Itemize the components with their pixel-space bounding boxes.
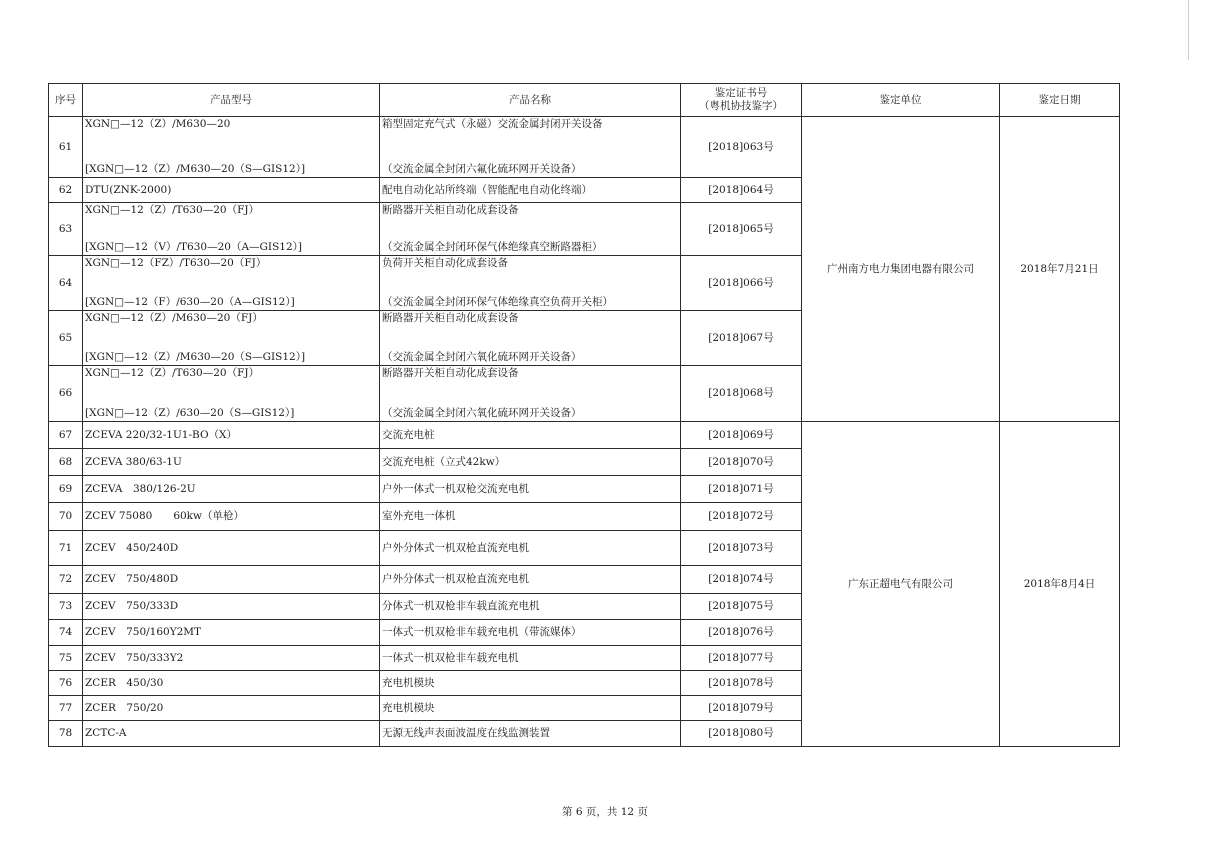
model-line2: [XGN□—12（V）/T630—20（A—GIS12）] [85, 241, 302, 253]
row-model: ZCER 450/30 [83, 671, 380, 696]
row-seq: 64 [49, 256, 83, 311]
header-model: 产品型号 [83, 84, 380, 117]
row-name: 户外分体式一机双枪直流充电机 [380, 566, 681, 594]
name-line2: （交流金属全封闭环保气体绝缘真空负荷开关柜） [382, 296, 613, 308]
row-seq: 71 [49, 531, 83, 566]
name-line1: 箱型固定充气式（永磁）交流金属封闭开关设备 [382, 118, 603, 130]
name-line1: 断路器开关柜自动化成套设备 [382, 367, 519, 379]
row-cert: [2018]068号 [681, 366, 802, 422]
row-cert: [2018]069号 [681, 422, 802, 449]
name-line1: 断路器开关柜自动化成套设备 [382, 312, 519, 324]
header-unit: 鉴定单位 [802, 84, 1000, 117]
row-model: ZCTC-A [83, 721, 380, 747]
row-name: 交流充电桩 [380, 422, 681, 449]
row-model: ZCEVA 380/63-1U [83, 449, 380, 476]
model-line1: XGN□—12（Z）/T630—20（FJ） [85, 204, 260, 216]
header-cert [681, 84, 802, 117]
row-name [380, 366, 681, 422]
row-name: 户外一体式一机双枪交流充电机 [380, 476, 681, 503]
model-line2: [XGN□—12（F）/630—20（A—GIS12）] [85, 296, 295, 308]
row-model [83, 203, 380, 256]
row-model: ZCEV 450/240D [83, 531, 380, 566]
row-cert: [2018]064号 [681, 178, 802, 203]
table-row [49, 422, 1120, 449]
header-cert-line2: （粤机协技鉴字） [699, 100, 783, 112]
unit-cell-group1: 广州南方电力集团电器有限公司 [802, 117, 1000, 422]
row-name [380, 256, 681, 311]
row-seq: 63 [49, 203, 83, 256]
table-row [49, 117, 1120, 178]
row-seq: 78 [49, 721, 83, 747]
row-name: 一体式一机双枪非车载充电机 [380, 646, 681, 671]
row-model: ZCEVA 220/32-1U1-BO（X） [83, 422, 380, 449]
row-cert: [2018]076号 [681, 620, 802, 646]
row-name [380, 311, 681, 366]
row-seq: 67 [49, 422, 83, 449]
row-model [83, 256, 380, 311]
name-line1: 断路器开关柜自动化成套设备 [382, 204, 519, 216]
row-name: 无源无线声表面波温度在线监测装置 [380, 721, 681, 747]
model-line2: [XGN□—12（Z）/M630—20（S—GIS12）] [85, 163, 306, 175]
row-seq: 75 [49, 646, 83, 671]
model-line1: XGN□—12（Z）/M630—20 [85, 118, 231, 130]
model-line1: XGN□—12（Z）/T630—20（FJ） [85, 367, 260, 379]
row-seq: 70 [49, 503, 83, 531]
scan-edge-mark [1188, 0, 1189, 60]
name-line2: （交流金属全封闭六氧化硫环网开关设备） [382, 351, 582, 363]
row-model: ZCEV 750/160Y2MT [83, 620, 380, 646]
row-cert: [2018]078号 [681, 671, 802, 696]
model-line2: [XGN□—12（Z）/M630—20（S—GIS12）] [85, 351, 306, 363]
row-model: DTU(ZNK-2000) [83, 178, 380, 203]
row-seq: 68 [49, 449, 83, 476]
row-name [380, 117, 681, 178]
row-model [83, 366, 380, 422]
date-cell-group2: 2018年8月4日 [1000, 422, 1120, 747]
header-row [49, 84, 1120, 117]
row-seq: 74 [49, 620, 83, 646]
row-cert: [2018]079号 [681, 696, 802, 721]
row-model: ZCEV 750/333Y2 [83, 646, 380, 671]
row-model: ZCEV 750/480D [83, 566, 380, 594]
row-cert: [2018]077号 [681, 646, 802, 671]
header-cert-line1: 鉴定证书号 [714, 87, 768, 99]
row-cert: [2018]075号 [681, 594, 802, 620]
page-number: 第 6 页，共 12 页 [562, 806, 648, 818]
row-name [380, 203, 681, 256]
row-model: ZCEV 75080 60kw（单枪） [83, 503, 380, 531]
row-name: 分体式一机双枪非车载直流充电机 [380, 594, 681, 620]
row-cert: [2018]065号 [681, 203, 802, 256]
row-model: ZCEV 750/333D [83, 594, 380, 620]
model-line2: [XGN□—12（Z）/630—20（S—GIS12）] [85, 407, 295, 419]
row-model [83, 117, 380, 178]
row-cert: [2018]066号 [681, 256, 802, 311]
row-name: 室外充电一体机 [380, 503, 681, 531]
header-name: 产品名称 [380, 84, 681, 117]
row-model: ZCEVA 380/126-2U [83, 476, 380, 503]
row-name: 配电自动化站所终端（智能配电自动化终端） [380, 178, 681, 203]
row-cert: [2018]071号 [681, 476, 802, 503]
name-line2: （交流金属全封闭环保气体绝缘真空断路器柜） [382, 241, 603, 253]
header-seq: 序号 [49, 84, 83, 117]
row-cert: [2018]067号 [681, 311, 802, 366]
row-cert: [2018]074号 [681, 566, 802, 594]
name-line1: 负荷开关柜自动化成套设备 [382, 257, 508, 269]
row-cert: [2018]072号 [681, 503, 802, 531]
row-cert: [2018]063号 [681, 117, 802, 178]
row-cert: [2018]080号 [681, 721, 802, 747]
row-cert: [2018]070号 [681, 449, 802, 476]
row-seq: 69 [49, 476, 83, 503]
row-seq: 73 [49, 594, 83, 620]
row-seq: 62 [49, 178, 83, 203]
row-seq: 66 [49, 366, 83, 422]
row-seq: 61 [49, 117, 83, 178]
row-seq: 76 [49, 671, 83, 696]
unit-cell-group2: 广东正超电气有限公司 [802, 422, 1000, 747]
model-line1: XGN□—12（FZ）/T630—20（FJ） [85, 257, 267, 269]
row-seq: 77 [49, 696, 83, 721]
row-name: 户外分体式一机双枪直流充电机 [380, 531, 681, 566]
date-cell-group1: 2018年7月21日 [1000, 117, 1120, 422]
row-model: ZCER 750/20 [83, 696, 380, 721]
row-model [83, 311, 380, 366]
row-name: 一体式一机双枪非车载充电机（带流媒体） [380, 620, 681, 646]
row-name: 充电机模块 [380, 671, 681, 696]
row-cert: [2018]073号 [681, 531, 802, 566]
row-seq: 65 [49, 311, 83, 366]
row-name: 交流充电桩（立式42kw） [380, 449, 681, 476]
certification-table [48, 83, 1120, 747]
row-name: 充电机模块 [380, 696, 681, 721]
row-seq: 72 [49, 566, 83, 594]
model-line1: XGN□—12（Z）/M630—20（FJ） [85, 312, 263, 324]
name-line2: （交流金属全封闭六氟化硫环网开关设备） [382, 163, 582, 175]
header-date: 鉴定日期 [1000, 84, 1120, 117]
name-line2: （交流金属全封闭六氧化硫环网开关设备） [382, 407, 582, 419]
